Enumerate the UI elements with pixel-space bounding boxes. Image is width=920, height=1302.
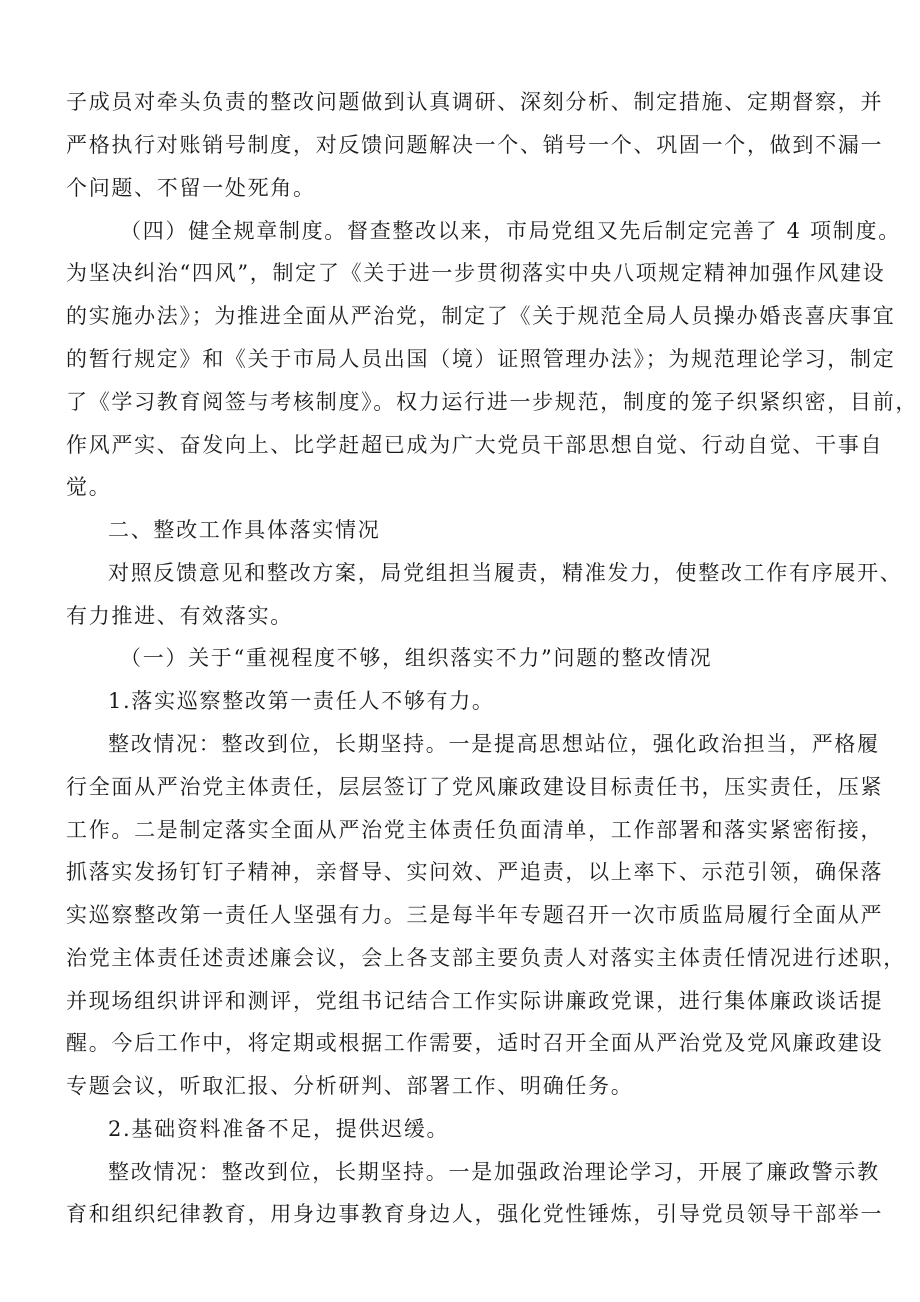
item-heading-2: 2.基础资料准备不足，提供迟缓。 bbox=[108, 1117, 450, 1141]
paragraph-line: 子成员对牵头负责的整改问题做到认真调研、深刻分析、制定措施、定期督察，并 bbox=[66, 90, 884, 114]
paragraph-line: 的暂行规定》和《关于市局人员出国（境）证照管理办法》；为规范理论学习，制定 bbox=[66, 347, 896, 371]
paragraph-line: 觉。 bbox=[66, 475, 112, 499]
subsection-heading-1: （一）关于“重视程度不够，组织落实不力”问题的整改情况 bbox=[120, 646, 713, 670]
paragraph-line: 对照反馈意见和整改方案，局党组担当履责，精准发力，使整改工作有序展开、 bbox=[108, 561, 903, 585]
paragraph-line: 了《学习教育阅签与考核制度》。权力运行进一步规范，制度的笼子织紧织密，目前， bbox=[66, 390, 919, 414]
paragraph-line: 育和组织纪律教育，用身边事教育身边人，强化党性锤炼，引导党员领导干部举一 bbox=[66, 1202, 884, 1226]
paragraph-line: 的实施办法》；为推进全面从严治党，制定了《关于规范全局人员操办婚丧喜庆事宜 bbox=[66, 304, 896, 328]
paragraph-line: 专题会议，听取汇报、分析研判、部署工作、明确任务。 bbox=[66, 1074, 634, 1098]
paragraph-line: 醒。今后工作中，将定期或根据工作需要，适时召开全面从严治党及党风廉政建设 bbox=[66, 1031, 884, 1055]
paragraph-line: 为坚决纠治“四风”，制定了《关于进一步贯彻落实中央八项规定精神加强作风建设 bbox=[66, 261, 886, 285]
paragraph-line: 作风严实、奋发向上、比学赶超已成为广大党员干部思想自觉、行动自觉、干事自 bbox=[66, 433, 884, 457]
paragraph-line: 治党主体责任述责述廉会议，会上各支部主要负责人对落实主体责任情况进行述职， bbox=[66, 946, 906, 970]
paragraph-line: 行全面从严治党主体责任，层层签订了党风廉政建设目标责任书，压实责任，压紧 bbox=[66, 775, 884, 799]
paragraph-line: 个问题、不留一处死角。 bbox=[66, 176, 316, 200]
section-heading-4: （四）健全规章制度。督查整改以来，市局党组又先后制定完善了 4 项制度。 bbox=[120, 219, 901, 243]
paragraph-line: 严格执行对账销号制度，对反馈问题解决一个、销号一个、巩固一个，做到不漏一 bbox=[66, 133, 884, 157]
paragraph-line: 有力推进、有效落实。 bbox=[66, 604, 293, 628]
paragraph-line: 并现场组织讲评和测评，党组书记结合工作实际讲廉政党课，进行集体廉政谈话提 bbox=[66, 989, 884, 1013]
section-heading-2: 二、整改工作具体落实情况 bbox=[108, 518, 381, 542]
paragraph-line: 工作。二是制定落实全面从严治党主体责任负面清单，工作部署和落实紧密衔接， bbox=[66, 818, 884, 842]
paragraph-line: 抓落实发扬钉钉子精神，亲督导、实问效、严追责，以上率下、示范引领，确保落 bbox=[66, 860, 884, 884]
paragraph-line: 实巡察整改第一责任人坚强有力。三是每半年专题召开一次市质监局履行全面从严 bbox=[66, 903, 884, 927]
paragraph-line: 整改情况：整改到位，长期坚持。一是加强政治理论学习，开展了廉政警示教 bbox=[108, 1160, 880, 1184]
item-heading-1: 1.落实巡察整改第一责任人不够有力。 bbox=[108, 689, 495, 713]
paragraph-line: 整改情况：整改到位，长期坚持。一是提高思想站位，强化政治担当，严格履 bbox=[108, 732, 880, 756]
